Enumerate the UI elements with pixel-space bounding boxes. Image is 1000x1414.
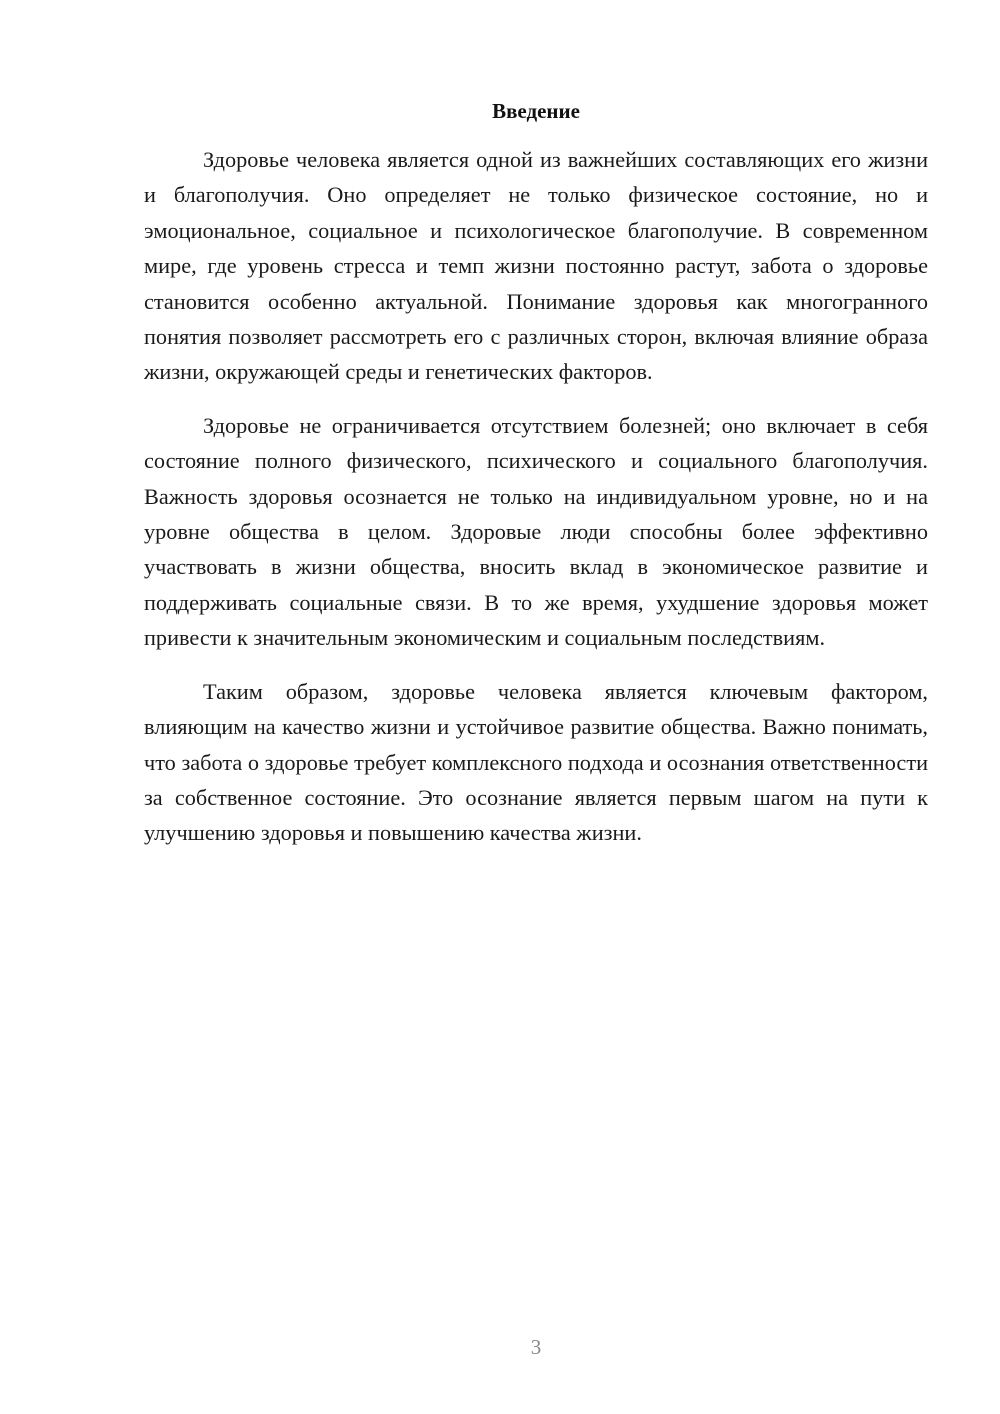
page-title: Введение [492,99,580,123]
paragraph-2: Здоровье не ограничивается отсутствием болезней; оно включает в себя состояние полного физического, психического и социального благополучия. Важность здоровья осознается не только на индивидуальном уровне, но и на уровне общества в целом. Здоровые люди способны более эффективно участвовать в жизни общества, вносить вклад в экономическое развитие и поддерживать социальные связи. В то же время, ухудшение здоровья может привести к значительным экономическим и социальным последствиям. [144,412,928,651]
document-body [144,142,928,869]
paragraph-1: Здоровье человека является одной из важнейших составляющих его жизни и благополучия. Оно определяет не только физическое состояние, но и эмоциональное, социальное и психологическое благополучие. В современном мире, где уровень стресса и темп жизни постоянно растут, забота о здоровье становится особенно актуальной. Понимание здоровья как многогранного понятия позволяет рассмотреть его с различных сторон, включая влияние образа жизни, окружающей среды и генетических факторов. [144,147,928,385]
page-number: 3 [530,1335,542,1359]
paragraph-3: Таким образом, здоровье человека является ключевым фактором, влияющим на качество жизни и устойчивое развитие общества. Важно понимать, что забота о здоровье требует комплексного подхода и осознания ответственности за собственное состояние. Это осознание является первым шагом на пути к улучшению здоровья и повышению качества жизни. [144,678,928,846]
